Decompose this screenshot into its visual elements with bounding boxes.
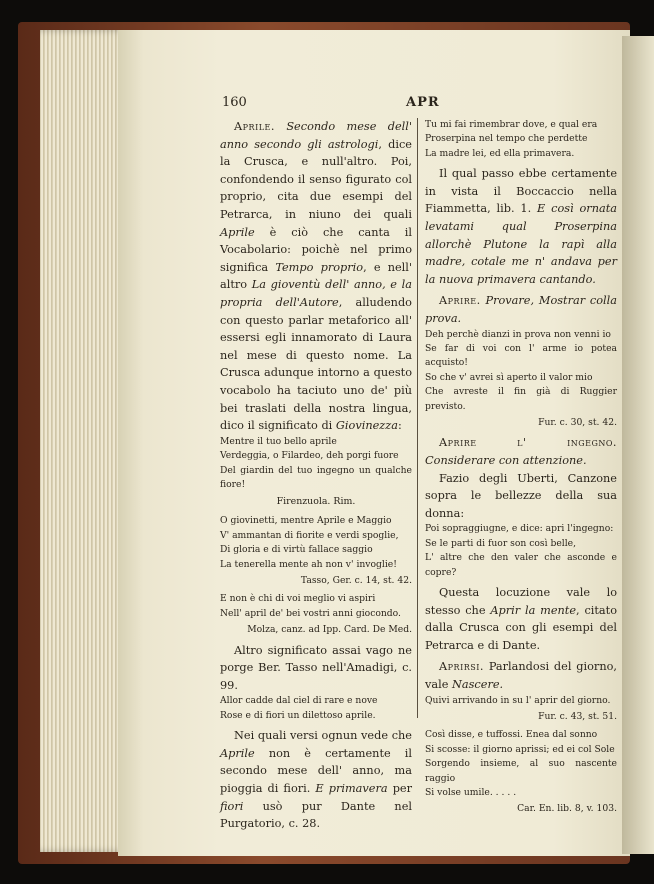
verse-quote: Così disse, e tuffossi. Enea dal sonno Si scosse: il giorno aprissi; ed ei col Sole Sorgendo insieme, al suo nascente raggio Si volse umile. . . . . [425, 729, 617, 798]
paragraph: Altro significato assai vago ne porge Ber. Tasso nell'Amadigi, c. 99. [220, 643, 412, 692]
citation: Fur. c. 43, st. 51. [538, 710, 617, 722]
citation: Firenzuola. Rim. [276, 496, 356, 508]
verse-quote: Poi sopraggiugne, e dice: apri l'ingegno: Se le parti di fuor son così belle, L' altre che den valer che asconde e copre? [425, 523, 617, 578]
page-number: 160 [222, 95, 247, 110]
verse-quote: E non è chi di voi meglio vi aspiri Nell' april de' bei vostri anni giocondo. [220, 593, 401, 619]
verse-quote: Allor cadde dal ciel di rare e nove Rose e di fiori un dilettoso aprile. [220, 695, 378, 721]
entry-aprire: Aprire. Provare, Mostrar colla prova. [425, 294, 617, 325]
entry-aprile: Aprile. Secondo mese dell' anno secondo gli astrologi, dice la Crusca, e null'altro. Poi, confondendo il senso figurato col proprio, cita due esempi del Petrarca, in niuno dei quali Aprile è ciò che canta il Vocabolario: poichè nel primo significa Tempo proprio, e nell' altro La gioventù dell' anno, e la propria dell'Autore, alludendo con questo parlar metaforico all' essersi egli innamorato di Laura nel mese di questo nome. La Crusca adunque intorno a questo vocabolo ha taciuto uno de' più bei traslati della nostra lingua, dico il significato di Giovinezza: [220, 120, 412, 433]
citation: Fur. c. 30, st. 42. [538, 417, 617, 428]
left-column [220, 118, 412, 833]
right-column [425, 118, 617, 821]
running-head: APR [406, 95, 440, 110]
entry-aprirsi: Aprirsi. Parlandosi del giorno, vale Nascere. [425, 660, 617, 691]
paragraph: Il qual passo ebbe certamente in vista il Boccaccio nella Fiammetta, lib. 1. E così ornata levatami qual Proserpina allorchè Plutone la rapì alla madre, cotale me n' andava per la nuova primavera cantando. [425, 167, 617, 286]
paragraph: Fazio degli Uberti, Canzone sopra le bellezze della sua donna: [425, 471, 617, 520]
paragraph: Nei quali versi ognun vede che Aprile non è certamente il secondo mese dell' anno, ma pioggia di fiori. E primavera per fiori usò pur Dante nel Purgatorio, c. 28. [220, 729, 413, 831]
column-rule [417, 118, 418, 718]
citation: Molza, canz. ad Ipp. Card. De Med. [247, 624, 412, 636]
citation: Car. En. lib. 8, v. 103. [517, 803, 617, 815]
entry-aprire-ingegno: Aprire l' ingegno. Considerare con attenzione. [425, 436, 617, 467]
verse-quote: Tu mi fai rimembrar dove, e qual era Proserpina nel tempo che perdette La madre lei, ed ella primavera. [425, 119, 598, 159]
verse-quote: Quivi arrivando in su l' aprir del giorno. [425, 694, 611, 706]
citation: Tasso, Ger. c. 14, st. 42. [300, 574, 412, 586]
verse-quote: Mentre il tuo bello aprile Verdeggia, o Filardeo, deh porgi fuore Del giardin del tuo ingegno un qualche fiore! [220, 435, 412, 490]
page-edges [40, 30, 130, 852]
facing-page-edge [622, 36, 654, 854]
verse-quote: O giovinetti, mentre Aprile e Maggio V' ammantan di fiorite e verdi spoglie, Di gloria e di virtù fallace saggio La tenerella mente ah non v' invoglie! [220, 515, 399, 570]
paragraph: Questa locuzione vale lo stesso che Aprir la mente, citato dalla Crusca con gli esempi del Petrarca e di Dante. [425, 586, 618, 652]
verse-quote: Deh perchè dianzi in prova non venni io Se far di voi con l' arme io potea acquisto! So che v' avrei sì aperto il valor mio Che avreste il fin già di Ruggier previsto. [425, 328, 617, 412]
